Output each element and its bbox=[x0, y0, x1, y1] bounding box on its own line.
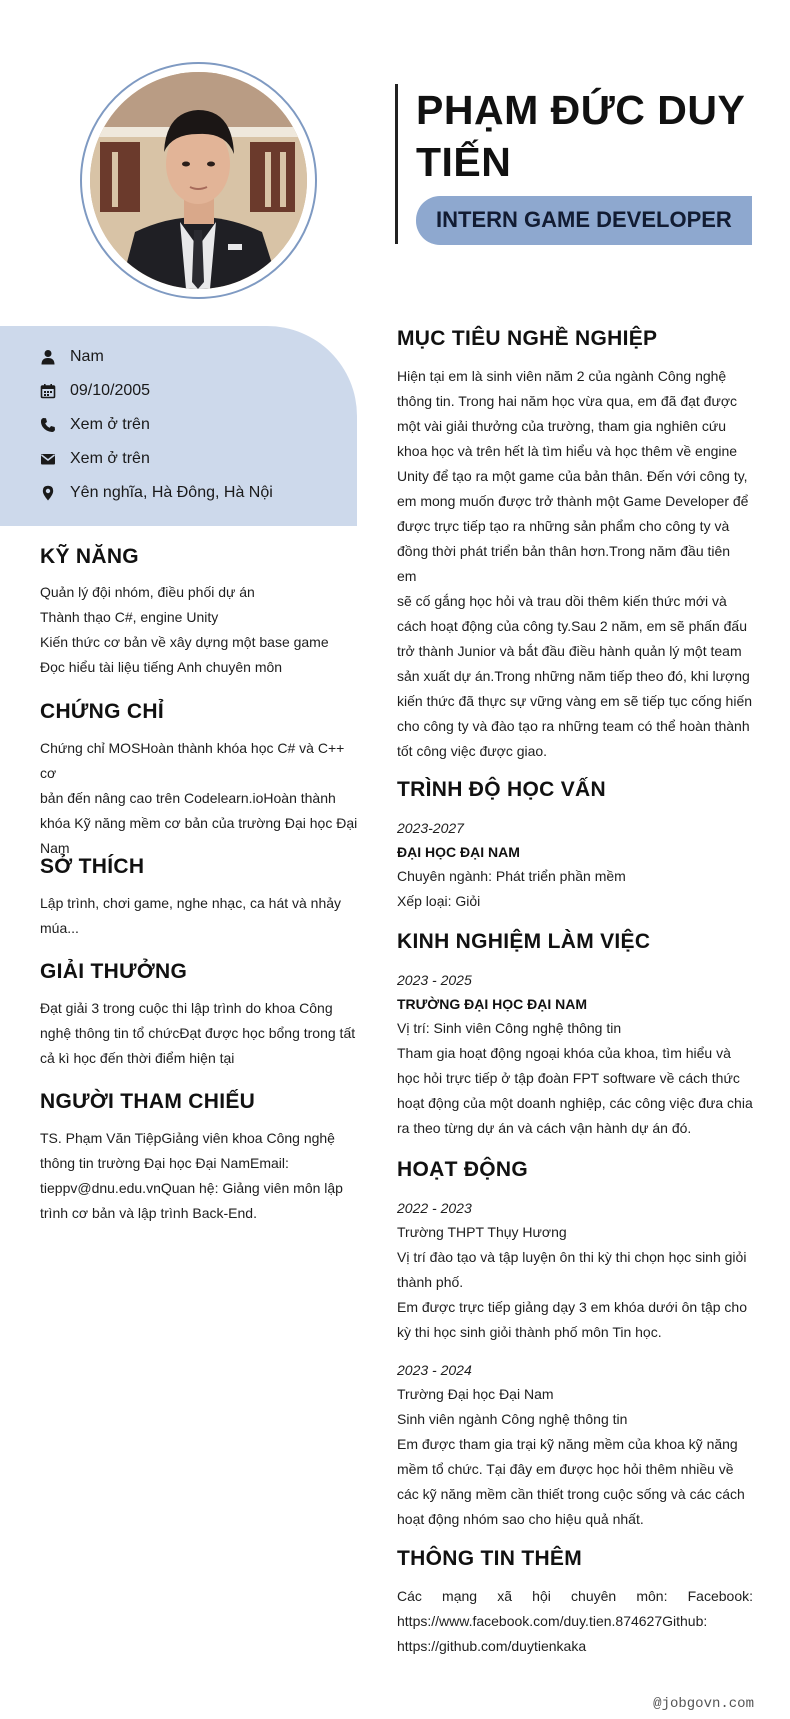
extra-info-text bbox=[397, 1584, 753, 1659]
activity-description bbox=[397, 1245, 753, 1345]
certificates-text bbox=[40, 736, 358, 861]
contact-email bbox=[40, 449, 150, 469]
activity-line: thành phố. bbox=[397, 1274, 464, 1290]
contact-address bbox=[40, 483, 273, 503]
certificates-line: khóa Kỹ năng mềm cơ bản của trường Đại học Đại bbox=[40, 815, 358, 831]
extra-info-line: Các mạng xã hội chuyên môn: Facebook: bbox=[397, 1588, 753, 1604]
objective-line: Hiện tại em là sinh viên năm 2 của ngành Công nghệ bbox=[397, 368, 727, 384]
objective-line: thông tin. Trong hai năm học vừa qua, em đã đạt được bbox=[397, 393, 738, 409]
activities-title: HOẠT ĐỘNG bbox=[397, 1158, 529, 1181]
experience-title: KINH NGHIỆM LÀM VIỆC bbox=[397, 930, 651, 953]
activity-line: Vị trí đào tạo và tập luyện ôn thi kỳ thi chọn học sinh giỏi bbox=[397, 1249, 747, 1265]
watermark: @jobgovn.com bbox=[653, 1696, 754, 1712]
objective-text bbox=[397, 364, 753, 764]
profile-photo-frame bbox=[80, 62, 317, 299]
objective-line: đồng thời phát triển bản thân hơn.Trong năm đầu tiên em bbox=[397, 543, 731, 584]
awards-text bbox=[40, 996, 358, 1071]
certificates-line: Nam bbox=[40, 840, 70, 856]
references-line: TS. Phạm Văn TiệpGiảng viên khoa Công nghệ bbox=[40, 1130, 335, 1146]
phone-icon bbox=[40, 415, 64, 435]
activity-period: 2022 - 2023 bbox=[397, 1200, 472, 1216]
skill-item: Thành thạo C#, engine Unity bbox=[40, 609, 219, 625]
awards-line: nghệ thông tin tổ chứcĐạt được học bổng trong tất bbox=[40, 1025, 356, 1041]
objective-title: MỤC TIÊU NGHỀ NGHIỆP bbox=[397, 327, 658, 350]
contact-gender-text: Nam bbox=[70, 348, 104, 365]
references-text bbox=[40, 1126, 358, 1226]
objective-line: cho công ty và đào tạo ra những team có thể hoàn thành bbox=[397, 718, 750, 734]
location-pin-icon bbox=[40, 483, 64, 503]
objective-line: kiến thức đã thực sự vững vàng em sẽ tiếp tục cống hiến bbox=[397, 693, 753, 709]
person-icon bbox=[40, 347, 64, 367]
contact-phone bbox=[40, 415, 150, 435]
objective-line: được trực tiếp tạo ra những sản phẩm cho công ty và bbox=[397, 518, 730, 534]
activity-line: mềm tổ chức. Tại đây em được học hỏi thêm nhiều về bbox=[397, 1461, 734, 1477]
certificates-line: Chứng chỉ MOSHoàn thành khóa học C# và C++ cơ bbox=[40, 740, 345, 781]
certificates-line: bản đến nâng cao trên Codelearn.ioHoàn thành bbox=[40, 790, 336, 806]
role-title: INTERN GAME DEVELOPER bbox=[436, 207, 732, 232]
education-title: TRÌNH ĐỘ HỌC VẤN bbox=[397, 778, 606, 801]
experience-line: Tham gia hoạt động ngoại khóa của khoa, tìm hiểu và bbox=[397, 1045, 731, 1061]
skills-title: KỸ NĂNG bbox=[40, 545, 139, 568]
skill-item: Kiến thức cơ bản về xây dựng một base game bbox=[40, 634, 329, 650]
activity-line: các kỹ năng mềm cần thiết trong cuộc sống và các cách bbox=[397, 1486, 745, 1502]
experience-line: hoạt động của một doanh nghiệp, các công việc đưa chia bbox=[397, 1095, 753, 1111]
education-school: ĐẠI HỌC ĐẠI NAM bbox=[397, 844, 520, 860]
education-major: Chuyên ngành: Phát triển phần mềm bbox=[397, 868, 626, 884]
activity-line: kỳ thi học sinh giỏi thành phố môn Tin học. bbox=[397, 1324, 662, 1340]
contact-birthday-text: 09/10/2005 bbox=[70, 382, 151, 399]
activity-line: Sinh viên ngành Công nghệ thông tin bbox=[397, 1411, 628, 1427]
name-accent-bar bbox=[395, 84, 398, 244]
experience-line: học hỏi trực tiếp ở tập đoàn FPT software về cách thức bbox=[397, 1070, 740, 1086]
objective-line: khoa học và trên hết là tìm hiểu và học thêm về engine bbox=[397, 443, 738, 459]
objective-line: em mong muốn được trở thành một Game Developer để bbox=[397, 493, 749, 509]
objective-line: Unity để tạo ra một game của bản thân. Đến với công ty, bbox=[397, 468, 748, 484]
activity-org: Trường Đại học Đại Nam bbox=[397, 1386, 554, 1402]
hobbies-text bbox=[40, 891, 358, 941]
objective-line: trở thành Junior và bắt đầu điều hành quản lý một team bbox=[397, 643, 742, 659]
extra-info-title: THÔNG TIN THÊM bbox=[397, 1547, 583, 1570]
awards-line: Đạt giải 3 trong cuộc thi lập trình do khoa Công bbox=[40, 1000, 333, 1016]
awards-line: cả kì học đến thời điểm hiện tại bbox=[40, 1050, 235, 1066]
extra-info-link[interactable]: https://github.com/duytienkaka bbox=[397, 1638, 587, 1654]
candidate-name: PHẠM ĐỨC DUY TIẾN bbox=[416, 87, 745, 185]
objective-line: sẽ cố gắng học hỏi và trau dồi thêm kiến thức mới và bbox=[397, 593, 727, 609]
skills-list bbox=[40, 580, 358, 680]
education-period: 2023-2027 bbox=[397, 820, 464, 836]
activity-period: 2023 - 2024 bbox=[397, 1362, 472, 1378]
role-badge bbox=[416, 196, 752, 245]
experience-position: Vị trí: Sinh viên Công nghệ thông tin bbox=[397, 1020, 622, 1036]
references-line: trình cơ bản và lập trình Back-End. bbox=[40, 1205, 257, 1221]
objective-line: một vài giải thưởng của trường, tham gia nghiên cứu bbox=[397, 418, 726, 434]
calendar-icon bbox=[40, 381, 64, 401]
experience-period: 2023 - 2025 bbox=[397, 972, 472, 988]
mail-icon bbox=[40, 449, 64, 469]
contact-email-text: Xem ở trên bbox=[70, 450, 150, 467]
activity-org: Trường THPT Thụy Hương bbox=[397, 1224, 567, 1240]
certificates-title: CHỨNG CHỈ bbox=[40, 700, 164, 723]
contact-gender bbox=[40, 347, 104, 367]
contact-address-text: Yên nghĩa, Hà Đông, Hà Nội bbox=[70, 484, 273, 501]
contact-phone-text: Xem ở trên bbox=[70, 416, 150, 433]
objective-line: cách hoạt động của công ty.Sau 2 năm, em sẽ phấn đấu bbox=[397, 618, 747, 634]
activity-line: hoạt động nhóm sao cho hiệu quả nhất. bbox=[397, 1511, 644, 1527]
references-title: NGƯỜI THAM CHIẾU bbox=[40, 1090, 256, 1113]
activity-description bbox=[397, 1407, 753, 1532]
education-grade: Xếp loại: Giỏi bbox=[397, 893, 481, 909]
hobbies-title: SỞ THÍCH bbox=[40, 855, 145, 878]
objective-line: sản xuất dự án.Trong những năm tiếp theo đó, khi lượng bbox=[397, 668, 750, 684]
experience-description bbox=[397, 1041, 753, 1141]
experience-org: TRƯỜNG ĐẠI HỌC ĐẠI NAM bbox=[397, 996, 587, 1012]
activity-line: Em được tham gia trại kỹ năng mềm của khoa kỹ năng bbox=[397, 1436, 738, 1452]
profile-photo-illustration bbox=[90, 72, 307, 289]
hobbies-line: Lập trình, chơi game, nghe nhạc, ca hát và nhảy bbox=[40, 895, 342, 911]
awards-title: GIẢI THƯỞNG bbox=[40, 960, 188, 983]
skill-item: Đọc hiểu tài liệu tiếng Anh chuyên môn bbox=[40, 659, 283, 675]
profile-photo bbox=[90, 72, 307, 289]
hobbies-line: múa... bbox=[40, 920, 79, 936]
experience-line: ra theo từng dự án và cách vận hành dự án đó. bbox=[397, 1120, 692, 1136]
extra-info-link[interactable]: https://www.facebook.com/duy.tien.874627Github: bbox=[397, 1613, 708, 1629]
skill-item: Quản lý đội nhóm, điều phối dự án bbox=[40, 584, 255, 600]
contact-birthday bbox=[40, 381, 150, 401]
references-line: thông tin trường Đại học Đại NamEmail: bbox=[40, 1155, 289, 1171]
references-line: tieppv@dnu.edu.vnQuan hệ: Giảng viên môn lập bbox=[40, 1180, 343, 1196]
activity-line: Em được trực tiếp giảng dạy 3 em khóa dưới ôn tập cho bbox=[397, 1299, 747, 1315]
objective-line: tốt công việc được giao. bbox=[397, 743, 548, 759]
